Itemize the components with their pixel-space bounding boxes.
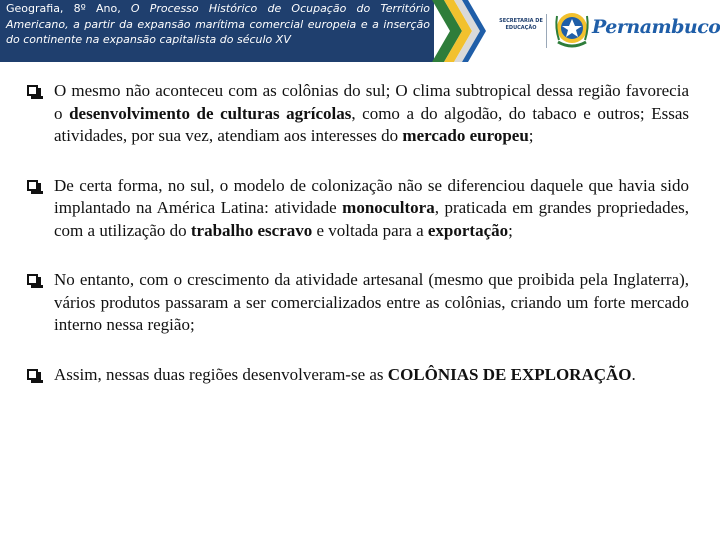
text-run: , como a do algodão, do tabaco e outros; Essas atividades, por sua vez, atendiam aos interesses do — [54, 103, 689, 145]
bold-term: mercado europeu — [402, 126, 529, 145]
bold-term: exportação — [427, 220, 509, 240]
text-run: e voltada para a — [312, 220, 428, 240]
secretaria-label: SECRETARIA DE EDUCAÇÃO — [499, 18, 543, 31]
list-item — [27, 269, 689, 337]
bold-term: monocultora — [342, 198, 435, 217]
checkbox-bullet-icon — [27, 274, 38, 285]
header-divider — [546, 14, 547, 48]
bold-term: trabalho escravo — [190, 220, 313, 240]
checkbox-bullet-icon — [27, 85, 38, 96]
text-run: De certa forma, no sul, o modelo de colonização não se diferenciou daquele que havia sido implantado na América Latina: atividade — [54, 175, 689, 217]
title-text: O Processo Histórico de Ocupação do Território Americano, a partir da expansão marítima comercial europeia e a inserção do continente na expansão capitalista do século XV — [6, 2, 430, 46]
list-item — [27, 175, 689, 243]
checkbox-bullet-icon — [27, 180, 38, 191]
checkbox-bullet-icon — [27, 369, 38, 380]
text-run: ; — [528, 126, 534, 145]
text-run: ; — [508, 220, 513, 240]
slide-header — [0, 0, 720, 62]
bold-term: COLÔNIAS DE EXPLORAÇÃO — [387, 364, 632, 384]
text-run: . — [631, 364, 636, 384]
text-run: O mesmo não aconteceu com as colônias do sul; O clima subtropical dessa região favorecia o — [54, 81, 689, 123]
state-coat-of-arms-icon — [553, 8, 591, 52]
bold-term: desenvolvimento de culturas agrícolas — [69, 103, 352, 123]
bullet-list — [27, 80, 689, 413]
list-item-text — [54, 365, 636, 384]
text-run: Assim, nessas duas regiões desenvolveram-se as — [54, 364, 388, 384]
list-item-text — [54, 270, 689, 334]
subject-line: Geografia, 8º Ano, — [6, 2, 121, 15]
slide-title — [0, 0, 434, 62]
text-run: No entanto, com o crescimento da atividade artesanal (mesmo que proibida pela Inglaterra), vários produtos passaram a ser comercializados entre as colônias, criando um forte mercado interno nessa região; — [54, 270, 689, 334]
brand-logo: Pernambuco — [592, 16, 720, 38]
decorative-stripes-icon — [432, 0, 492, 62]
list-item — [27, 80, 689, 148]
list-item — [27, 364, 689, 387]
list-item-text — [54, 176, 689, 240]
list-item-text — [54, 81, 689, 145]
text-run: , praticada em grandes propriedades, com a utilização do — [54, 198, 689, 240]
